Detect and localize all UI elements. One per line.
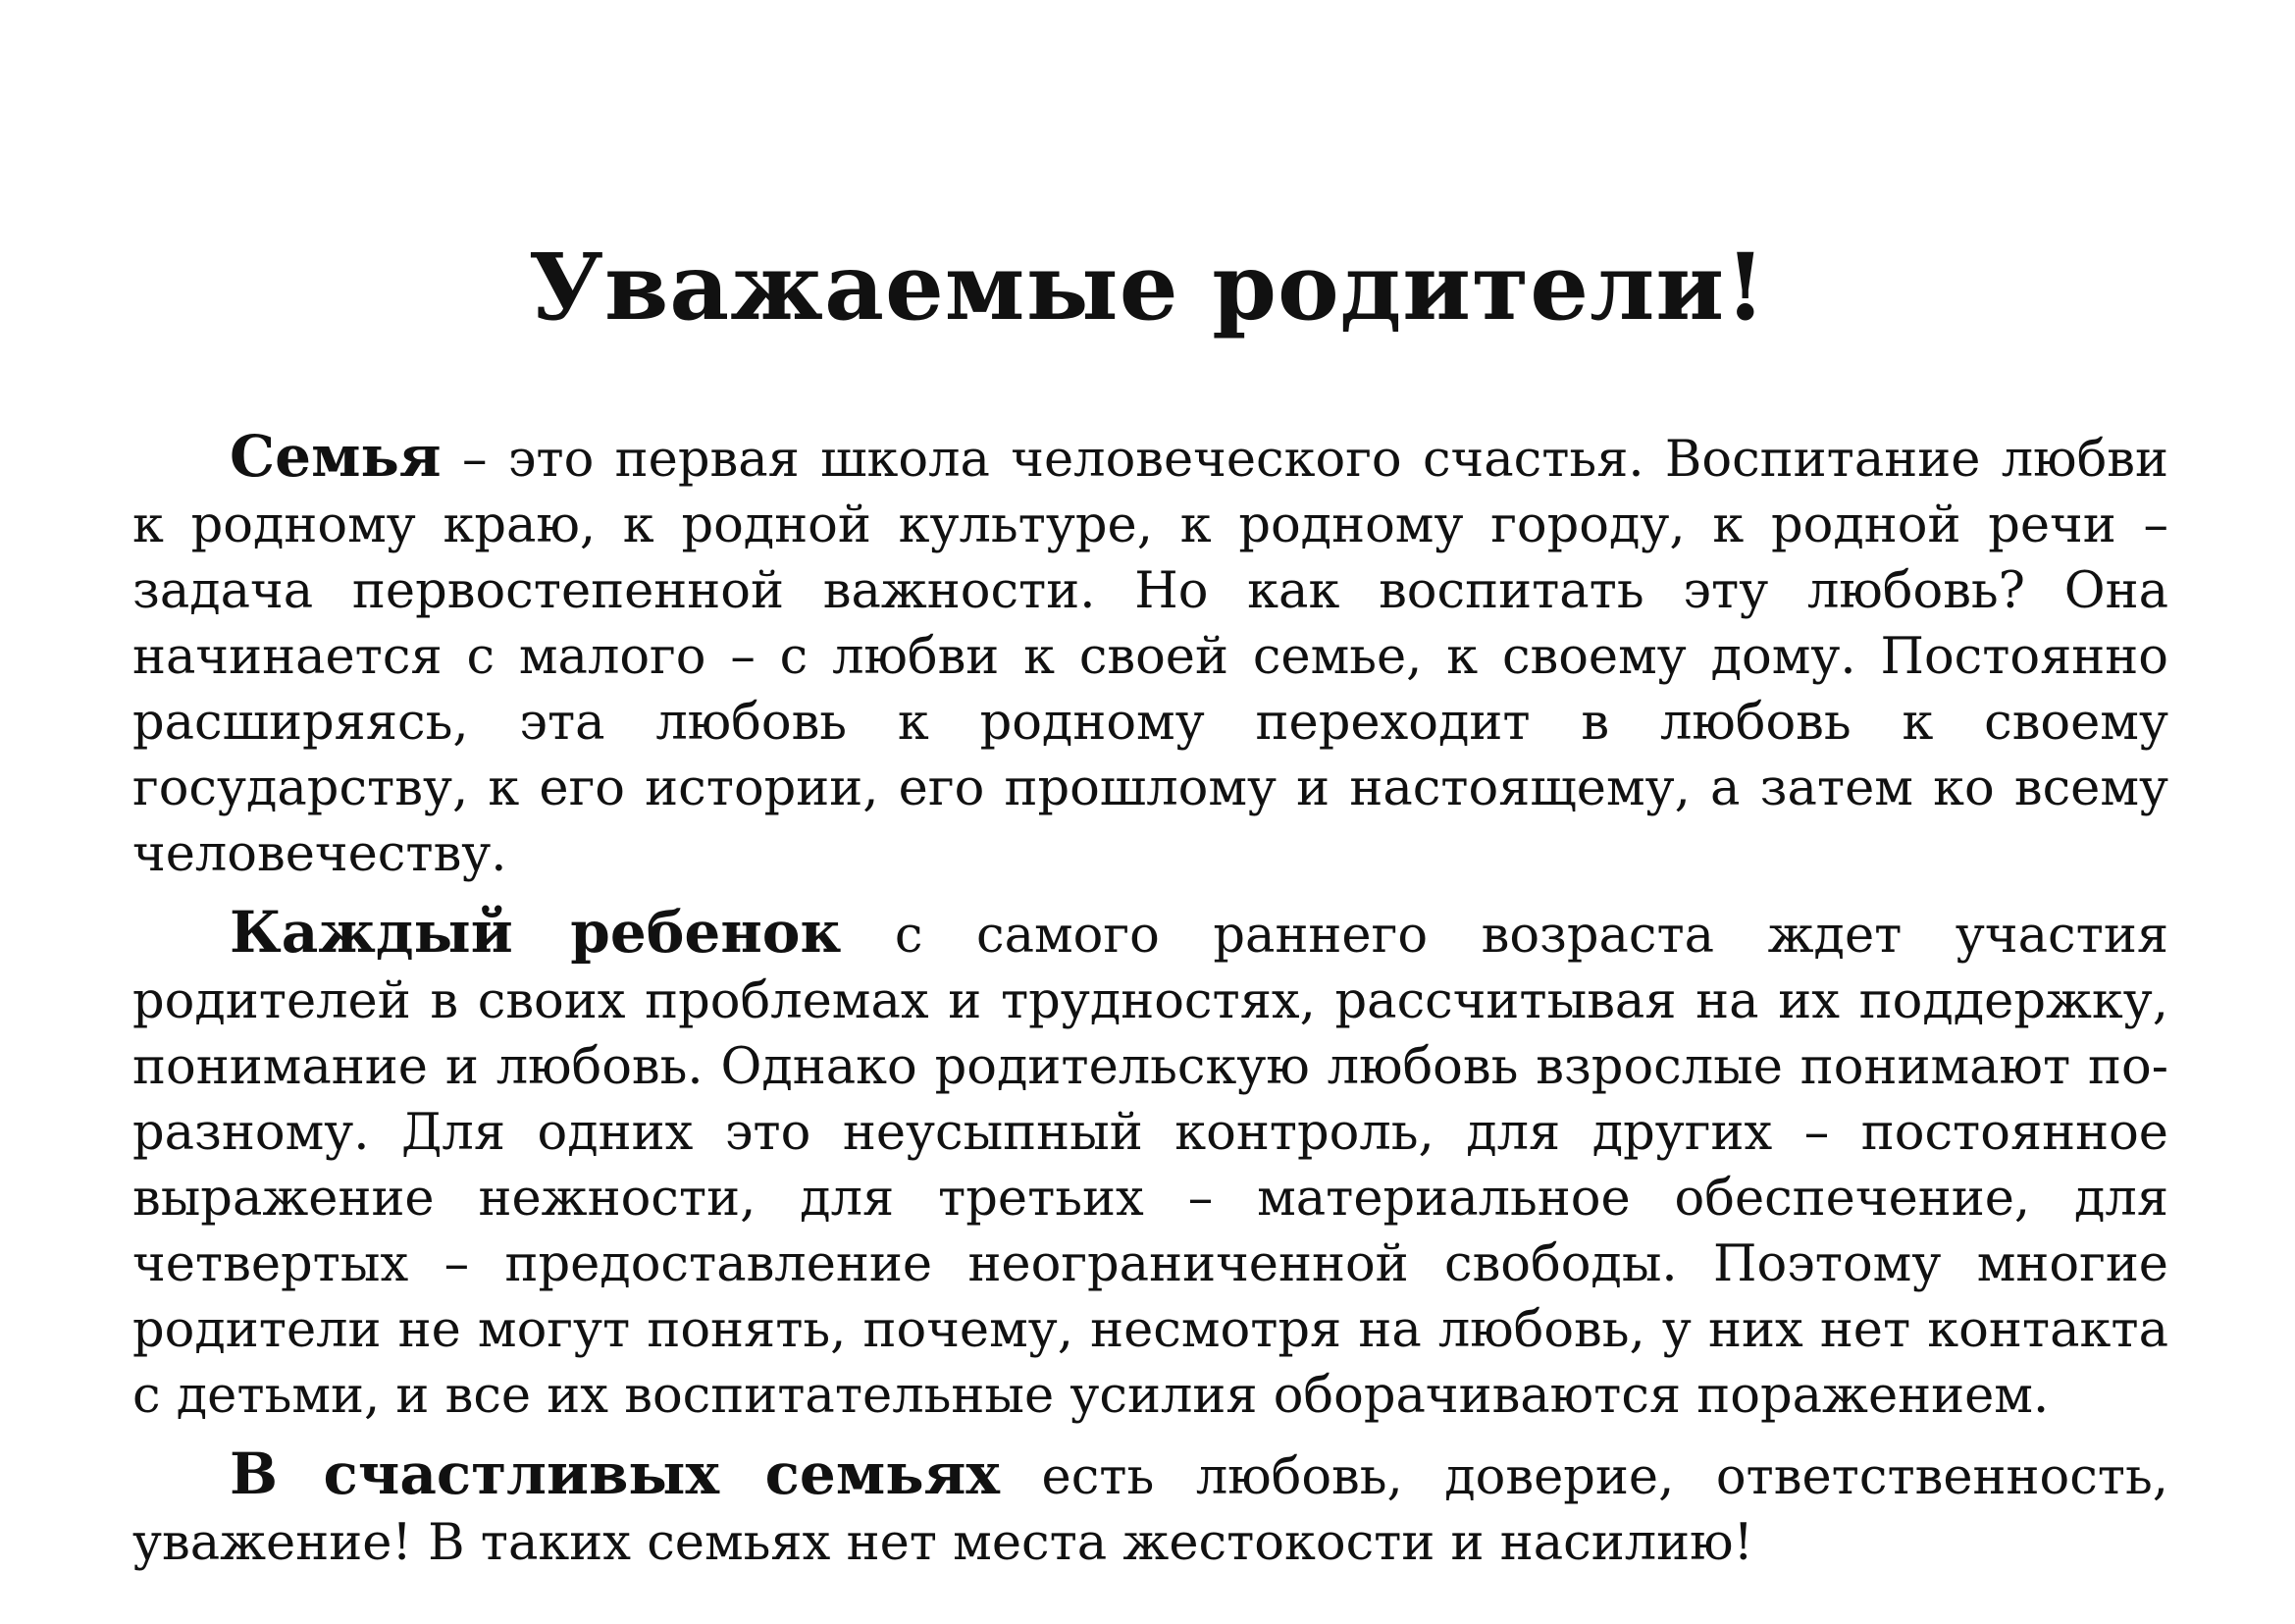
paragraph-family [132,424,2168,887]
paragraph-happy-families [132,1441,2168,1576]
document-body [132,424,2168,1589]
paragraph-lead: Каждый ребенок [230,899,842,966]
paragraph-text: есть любовь, доверие, ответственность, уважение! В таких семьях нет места жестокости и насилию! [132,1448,2168,1572]
paragraph-each-child [132,900,2168,1429]
page-title: Уважаемые родители! [528,234,1767,341]
paragraph-lead: В счастливых семьях [230,1441,1001,1507]
paragraph-lead: Семья [230,423,442,490]
paragraph-text: – это первая школа человеческого счастья. Воспитание любви к родному краю, к родной культуре, к родному городу, к родной речи – задача первостепенной важности. Но как воспитать эту любовь? Она начинается с малого – с любви к своей семье, к своему дому. Постоянно расширяясь, эта любовь к родному переходит в любовь к своему государству, к его истории, его прошлому и настоящему, а затем ко всему человечеству. [132,431,2168,883]
paragraph-text: с самого раннего возраста ждет участия родителей в своих проблемах и трудностях, рассчитывая на их поддержку, понимание и любовь. Однако родительскую любовь взрослые понимают по-разному. Для одних это неусыпный контроль, для других – постоянное выражение нежности, для третьих – материальное обеспечение, для четвертых – предоставление неограниченной свободы. Поэтому многие родители не могут понять, почему, несмотря на любовь, у них нет контакта с детьми, и все их воспитательные усилия оборачиваются поражением. [132,907,2168,1425]
